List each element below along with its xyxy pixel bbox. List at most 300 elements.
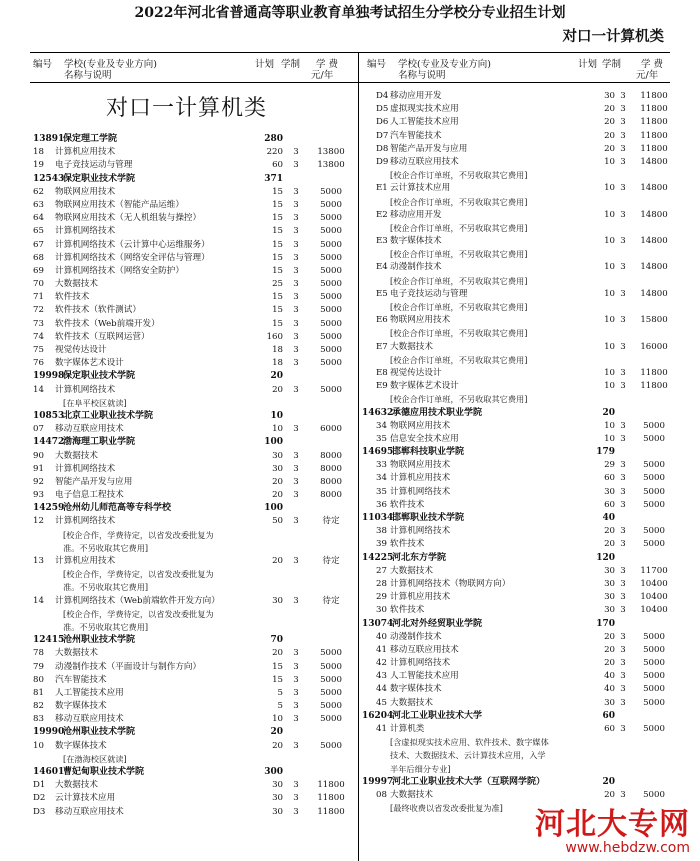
entry-code: 62 <box>33 186 44 197</box>
entry-length: 3 <box>293 292 299 303</box>
entry-length: 3 <box>293 305 299 316</box>
major-row <box>372 499 672 512</box>
right-column-list <box>362 90 672 815</box>
entry-plan: 18 <box>272 358 283 369</box>
entry-plan: 20 <box>602 776 615 787</box>
entry-length: 3 <box>293 780 299 791</box>
major-row <box>372 591 672 604</box>
entry-fee: 10400 <box>640 592 668 603</box>
entry-name: 大数据技术 <box>55 780 98 791</box>
entry-plan: 280 <box>264 134 283 144</box>
major-row <box>33 595 355 608</box>
entry-name: 物联网应用技术 <box>390 420 451 431</box>
entry-length: 3 <box>620 671 626 682</box>
entry-name: 计算机应用技术 <box>55 147 116 158</box>
entry-code: 38 <box>376 526 387 537</box>
entry-fee: 13800 <box>317 160 345 171</box>
entry-name: 计算机类 <box>390 724 425 734</box>
entry-code: 10853 <box>33 410 65 421</box>
major-row <box>33 647 355 660</box>
entry-code: 69 <box>33 265 44 276</box>
entry-plan: 10 <box>604 156 615 167</box>
entry-name: 智能产品开发与应用 <box>55 476 133 487</box>
entry-name: [校企合作订单班，不另收取其它费用] <box>390 170 528 181</box>
entry-code: 35 <box>376 433 387 444</box>
entry-fee: 15800 <box>640 315 668 326</box>
major-row <box>372 314 672 327</box>
major-row <box>33 476 355 489</box>
note-row <box>372 169 672 182</box>
major-row <box>372 130 672 143</box>
entry-length: 3 <box>620 605 626 616</box>
entry-name: 承德应用技术职业学院 <box>392 407 483 418</box>
entry-code: E3 <box>376 236 388 247</box>
entry-name: 计算机网络技术 <box>390 526 451 537</box>
header-fee-unit: 元/年 <box>311 70 334 81</box>
major-row <box>33 423 355 436</box>
entry-plan: 20 <box>604 631 615 642</box>
entry-name: 软件技术（互联网运营） <box>55 331 150 342</box>
entry-plan: 20 <box>272 490 283 501</box>
major-row <box>33 713 355 726</box>
entry-fee: 14800 <box>640 156 668 167</box>
major-row <box>33 212 355 225</box>
entry-length: 3 <box>620 526 626 537</box>
entry-name: 智能产品开发与应用 <box>390 143 468 154</box>
entry-code: E5 <box>376 288 388 299</box>
entry-fee: 5000 <box>320 186 342 197</box>
entry-code: D7 <box>376 130 389 141</box>
entry-plan: 20 <box>604 539 615 550</box>
entry-length: 3 <box>620 499 626 510</box>
entry-plan: 20 <box>272 476 283 487</box>
entry-plan: 20 <box>604 789 615 800</box>
entry-fee: 5000 <box>643 473 665 484</box>
major-row <box>372 789 672 802</box>
entry-length: 3 <box>293 701 299 712</box>
major-row <box>372 538 672 551</box>
entry-fee: 11800 <box>640 143 668 154</box>
entry-name: 人工智能技术应用 <box>55 687 124 698</box>
note-row <box>33 542 355 555</box>
header-rule <box>30 82 670 83</box>
school-row <box>362 776 672 789</box>
entry-fee: 待定 <box>322 516 340 527</box>
entry-fee: 11800 <box>640 91 668 101</box>
school-row <box>362 618 672 631</box>
entry-code: 43 <box>376 671 387 682</box>
category-title: 对口一计算机类 <box>106 96 268 121</box>
entry-code: 40 <box>376 631 387 642</box>
entry-code: 83 <box>33 714 44 725</box>
header-fee: 学 费 <box>316 59 339 70</box>
entry-name: 信息安全技术应用 <box>390 433 459 444</box>
entry-name: 沧州职业技术学院 <box>63 727 136 738</box>
entry-code: E2 <box>376 209 388 220</box>
entry-name: [在阜平校区就读] <box>63 397 127 408</box>
major-row <box>33 674 355 687</box>
entry-code: 80 <box>33 674 44 685</box>
entry-length: 3 <box>293 265 299 276</box>
entry-code: 41 <box>376 644 387 655</box>
entry-fee: 14800 <box>640 183 668 194</box>
entry-name: 保定职业技术学院 <box>63 371 136 382</box>
major-row <box>33 186 355 199</box>
entry-fee: 5000 <box>320 265 342 276</box>
site-watermark <box>535 809 690 855</box>
entry-fee: 11800 <box>640 130 668 141</box>
entry-name: 大数据技术 <box>390 341 433 352</box>
entry-fee: 5000 <box>643 631 665 642</box>
major-row <box>372 723 672 736</box>
entry-fee: 11800 <box>640 381 668 392</box>
entry-fee: 5000 <box>320 226 342 237</box>
school-row <box>33 173 355 186</box>
entry-plan: 30 <box>272 780 283 791</box>
entry-name: 计算机网络技术 <box>55 226 116 237</box>
major-row <box>33 806 355 819</box>
entry-plan: 15 <box>272 661 283 672</box>
entry-name: 数字媒体艺术设计 <box>390 381 459 392</box>
entry-length: 3 <box>620 460 626 471</box>
note-row <box>33 621 355 634</box>
entry-plan: 10 <box>604 341 615 352</box>
entry-plan: 60 <box>604 473 615 484</box>
entry-code: 13 <box>33 556 44 566</box>
entry-fee: 14800 <box>640 209 668 220</box>
left-column-list <box>33 133 355 819</box>
major-row <box>372 367 672 380</box>
entry-name: 河北东方学院 <box>392 552 447 563</box>
note-row <box>33 529 355 542</box>
header-school-right: 学校(专业及专业方向) <box>398 59 491 70</box>
entry-length: 3 <box>293 595 299 606</box>
entry-name: [校企合作订单班，不另收取其它费用] <box>390 222 528 233</box>
major-row <box>33 331 355 344</box>
major-row <box>372 116 672 129</box>
school-row <box>33 766 355 779</box>
school-row <box>33 726 355 739</box>
entry-code: 44 <box>376 684 387 695</box>
entry-code: E4 <box>376 262 388 273</box>
entry-name: 移动互联应用技术 <box>390 644 459 655</box>
note-row <box>33 568 355 581</box>
entry-name: 大数据技术 <box>55 279 98 290</box>
entry-fee: 5000 <box>320 674 342 685</box>
entry-name: 保定职业技术学院 <box>63 173 136 184</box>
entry-name: 计算机网络技术（云计算中心运维服务） <box>55 239 210 250</box>
entry-length: 3 <box>293 318 299 329</box>
entry-name: 电子竞技运动与管理 <box>390 288 468 299</box>
school-row <box>33 133 355 146</box>
note-row <box>372 749 672 762</box>
entry-name: 准。不另收取其它费用] <box>63 621 149 632</box>
entry-plan: 60 <box>602 710 615 721</box>
entry-name: [校企合作订单班，不另收取其它费用] <box>390 196 528 207</box>
header-school: 学校(专业及专业方向) <box>64 59 157 70</box>
entry-code: 71 <box>33 292 44 303</box>
entry-code: 42 <box>376 658 387 669</box>
major-row <box>33 344 355 357</box>
entry-name: 计算机网络技术（Web前端软件开发方向） <box>55 595 220 606</box>
entry-length: 3 <box>293 199 299 210</box>
entry-plan: 60 <box>604 499 615 510</box>
entry-plan: 20 <box>602 407 615 418</box>
entry-length: 3 <box>293 358 299 369</box>
header-code-right: 编号 <box>367 59 387 70</box>
entry-code: D8 <box>376 143 389 154</box>
school-row <box>362 407 672 420</box>
entry-code: E8 <box>376 367 388 378</box>
entry-plan: 30 <box>604 565 615 576</box>
entry-length: 3 <box>293 213 299 224</box>
entry-name: 云计算技术应用 <box>55 793 116 804</box>
entry-fee: 5000 <box>320 687 342 698</box>
category-header: 对口一计算机类 <box>562 28 664 45</box>
entry-length: 3 <box>620 341 626 352</box>
major-row <box>372 565 672 578</box>
major-row <box>372 209 672 222</box>
entry-fee: 5000 <box>320 279 342 290</box>
major-row <box>33 384 355 397</box>
entry-code: 14225 <box>362 552 394 563</box>
entry-code: 12543 <box>33 173 65 184</box>
entry-fee: 5000 <box>643 789 665 800</box>
entry-length: 3 <box>293 476 299 487</box>
entry-code: 16204 <box>362 710 394 721</box>
entry-fee: 8000 <box>320 490 342 501</box>
entry-plan: 120 <box>596 552 615 563</box>
entry-code: 14472 <box>33 437 65 448</box>
entry-code: 34 <box>376 473 387 484</box>
entry-length: 3 <box>620 658 626 669</box>
entry-plan: 15 <box>272 199 283 210</box>
major-row <box>33 291 355 304</box>
entry-code: 13891 <box>33 134 65 144</box>
entry-name: 计算机应用技术 <box>55 556 116 566</box>
header-code: 编号 <box>33 59 53 70</box>
entry-code: 35 <box>376 486 387 497</box>
entry-code: 13074 <box>362 618 394 629</box>
entry-name: [校企合作订单班，不另收取其它费用] <box>390 302 528 312</box>
entry-code: 29 <box>376 592 387 603</box>
entry-code: 14 <box>33 384 44 395</box>
major-row <box>33 792 355 805</box>
note-row <box>33 753 355 766</box>
entry-code: 63 <box>33 199 44 210</box>
entry-name: 数字媒体技术 <box>55 740 107 751</box>
entry-name: 技术、大数据技术、云计算技术应用，入学 <box>390 750 546 761</box>
entry-name: 计算机网络技术 <box>390 658 451 669</box>
entry-code: 19997 <box>362 776 394 787</box>
entry-name: 软件技术 <box>390 499 425 510</box>
entry-name: 软件技术 <box>55 292 90 303</box>
entry-code: 12 <box>33 516 44 527</box>
entry-plan: 30 <box>272 806 283 817</box>
entry-length: 3 <box>620 104 626 115</box>
note-row <box>372 248 672 261</box>
entry-name: 沧州幼儿师范高等专科学校 <box>63 503 172 514</box>
entry-name: 计算机网络技术（物联网方向） <box>390 578 511 589</box>
entry-code: 82 <box>33 701 44 712</box>
entry-plan: 30 <box>604 578 615 589</box>
entry-code: 19990 <box>33 727 65 738</box>
entry-code: 79 <box>33 661 44 672</box>
entry-plan: 30 <box>272 595 283 606</box>
entry-length: 3 <box>620 565 626 576</box>
entry-plan: 10 <box>604 236 615 247</box>
entry-length: 3 <box>620 262 626 273</box>
entry-code: 91 <box>33 463 44 474</box>
major-row <box>372 670 672 683</box>
major-row <box>372 631 672 644</box>
entry-fee: 5000 <box>320 648 342 659</box>
page-title: 2022年河北省普通高等职业教育单独考试招生分学校分专业招生计划 <box>134 5 566 21</box>
entry-fee: 5000 <box>320 239 342 250</box>
entry-name: 物联网应用技术 <box>390 460 451 471</box>
entry-fee: 5000 <box>320 701 342 712</box>
entry-name: 动漫制作技术（平面设计与制作方向） <box>55 661 202 672</box>
entry-code: D6 <box>376 117 389 128</box>
major-row <box>33 146 355 159</box>
entry-fee: 5000 <box>320 661 342 672</box>
entry-name: 移动互联应用技术 <box>390 156 459 167</box>
entry-name: 数字媒体艺术设计 <box>55 358 124 369</box>
entry-fee: 11800 <box>317 806 345 817</box>
entry-fee: 10400 <box>640 578 668 589</box>
entry-fee: 5000 <box>320 292 342 303</box>
entry-plan: 15 <box>272 674 283 685</box>
entry-fee: 14800 <box>640 236 668 247</box>
entry-code: 81 <box>33 687 44 698</box>
entry-plan: 15 <box>272 305 283 316</box>
entry-code: 28 <box>376 578 387 589</box>
school-row <box>33 370 355 383</box>
entry-name: 人工智能技术应用 <box>390 671 459 682</box>
top-rule <box>30 52 670 53</box>
entry-plan: 20 <box>272 384 283 395</box>
major-row <box>372 235 672 248</box>
entry-length: 3 <box>620 473 626 484</box>
entry-plan: 179 <box>596 447 615 458</box>
entry-plan: 15 <box>272 213 283 224</box>
entry-plan: 10 <box>604 420 615 431</box>
entry-code: D3 <box>33 806 46 817</box>
note-row <box>33 581 355 594</box>
entry-code: 78 <box>33 648 44 659</box>
entry-code: 90 <box>33 450 44 461</box>
entry-length: 3 <box>293 740 299 751</box>
entry-code: 11034 <box>362 513 394 523</box>
entry-fee: 5000 <box>643 684 665 695</box>
entry-name: 移动互联应用技术 <box>55 424 124 435</box>
entry-code: 65 <box>33 226 44 237</box>
entry-plan: 20 <box>604 526 615 537</box>
entry-fee: 8000 <box>320 476 342 487</box>
entry-name: 准。不另收取其它费用] <box>63 542 149 553</box>
entry-length: 3 <box>293 674 299 685</box>
entry-plan: 15 <box>272 186 283 197</box>
entry-name: 电子信息工程技术 <box>55 490 124 501</box>
entry-fee: 5000 <box>643 644 665 655</box>
entry-length: 3 <box>293 714 299 725</box>
major-row <box>33 687 355 700</box>
entry-plan: 29 <box>604 460 615 471</box>
entry-code: D9 <box>376 156 389 167</box>
note-row <box>372 736 672 749</box>
entry-code: 73 <box>33 318 44 329</box>
entry-length: 3 <box>293 384 299 395</box>
entry-plan: 40 <box>602 513 615 523</box>
entry-plan: 20 <box>604 143 615 154</box>
major-row <box>372 420 672 433</box>
entry-plan: 10 <box>604 315 615 326</box>
major-row <box>33 318 355 331</box>
entry-length: 3 <box>293 186 299 197</box>
entry-name: [校企合作订单班，不另收取其它费用] <box>390 275 528 286</box>
entry-plan: 30 <box>604 697 615 708</box>
entry-plan: 30 <box>272 793 283 804</box>
entry-length: 3 <box>293 226 299 237</box>
entry-name: 汽车智能技术 <box>390 130 442 141</box>
entry-code: D2 <box>33 793 46 804</box>
entry-fee: 5000 <box>320 213 342 224</box>
note-row <box>372 354 672 367</box>
major-row <box>33 357 355 370</box>
note-row <box>372 275 672 288</box>
school-row <box>362 552 672 565</box>
entry-length: 3 <box>293 516 299 527</box>
entry-length: 3 <box>620 486 626 497</box>
major-row <box>33 199 355 212</box>
entry-fee: 5000 <box>643 526 665 537</box>
entry-plan: 10 <box>604 381 615 392</box>
major-row <box>33 489 355 502</box>
note-row <box>33 397 355 410</box>
entry-plan: 20 <box>272 648 283 659</box>
entry-name: 视觉传达设计 <box>390 367 442 378</box>
entry-fee: 11800 <box>317 793 345 804</box>
major-row <box>372 657 672 670</box>
major-row <box>372 604 672 617</box>
school-row <box>33 436 355 449</box>
entry-length: 3 <box>620 315 626 326</box>
entry-fee: 5000 <box>643 658 665 669</box>
entry-code: E7 <box>376 341 388 352</box>
entry-length: 3 <box>620 789 626 800</box>
entry-length: 3 <box>293 424 299 435</box>
entry-plan: 50 <box>272 516 283 527</box>
entry-plan: 10 <box>604 209 615 220</box>
entry-name: 动漫制作技术 <box>390 262 442 273</box>
major-row <box>33 239 355 252</box>
entry-plan: 10 <box>604 183 615 194</box>
entry-code: 18 <box>33 147 44 158</box>
entry-code: 41 <box>376 724 387 734</box>
entry-plan: 30 <box>604 605 615 616</box>
entry-plan: 60 <box>272 160 283 171</box>
entry-code: 14 <box>33 595 44 606</box>
entry-plan: 20 <box>604 117 615 128</box>
entry-name: 物联网应用技术（无人机组装与操控） <box>55 213 202 224</box>
major-row <box>372 103 672 116</box>
entry-plan: 20 <box>604 644 615 655</box>
entry-fee: 10400 <box>640 605 668 616</box>
entry-name: 大数据技术 <box>390 697 433 708</box>
major-row <box>33 700 355 713</box>
entry-length: 3 <box>293 556 299 566</box>
entry-length: 3 <box>620 183 626 194</box>
